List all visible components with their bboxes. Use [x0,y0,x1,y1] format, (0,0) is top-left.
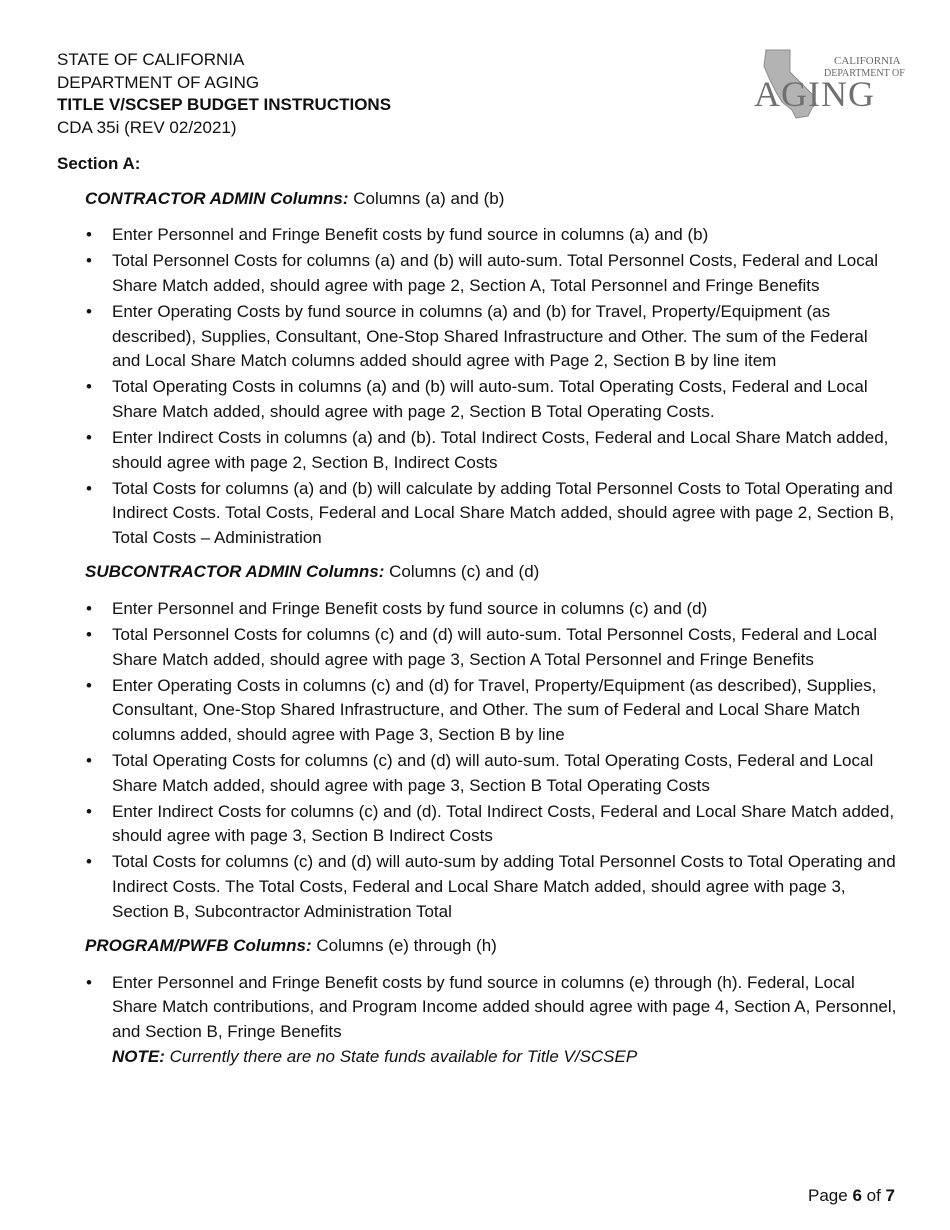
list-item: • Total Personnel Costs for columns (c) and (d) will auto-sum. Total Personnel Costs, Federal and Local Share Match added, should agree with page 3, Section A Total Personnel and Fringe Benefits [86,625,878,669]
list-item: • Enter Indirect Costs for columns (c) and (d). Total Indirect Costs, Federal and Local Share Match added, should agree with page 3, Section B Indirect Costs [86,801,895,846]
department-line: DEPARTMENT OF AGING [57,72,260,92]
list-item: • Total Operating Costs in columns (a) and (b) will auto-sum. Total Operating Costs, Federal and Local Share Match added, should agree with page 2, Section B Total Operating Costs. [86,377,868,421]
subcontractor-admin-heading: SUBCONTRACTOR ADMIN Columns: Columns (c) and (d) [85,562,540,582]
program-pwfb-heading: PROGRAM/PWFB Columns: Columns (e) through (h) [85,936,497,956]
logo-california-text: CALIFORNIA [834,55,901,67]
list-item: • Enter Personnel and Fringe Benefit costs by fund source in columns (c) and (d) [86,599,708,618]
cda-logo [752,44,905,120]
list-item: • Total Personnel Costs for columns (a) and (b) will auto-sum. Total Personnel Costs, Federal and Local Share Match added, should agree with page 2, Section A, Total Personnel and Fringe Benefits [86,251,878,295]
list-item: • Enter Indirect Costs in columns (a) and (b). Total Indirect Costs, Federal and Local Share Match added, should agree with page 2, Section B, Indirect Costs [86,427,889,472]
list-item: • Enter Operating Costs in columns (c) and (d) for Travel, Property/Equipment (as described), Supplies, Consultant, One-Stop Shared Infrastructure, and Other. The sum of Federal and Local Share Match columns added, should agree with Page 3, Section B by line [86,675,877,744]
main-content [57,152,897,1079]
contractor-admin-list [57,223,897,550]
section-title: Section A: [57,154,141,173]
list-item: • Enter Personnel and Fringe Benefit costs by fund source in columns (e) through (h). Federal, Local Share Match contributions, and Program Income added should agree with page 4, Section A, Personnel, and Section B, Fringe Benefits NOTE: Currently there are no State funds available for Title V/SCSEP [57,971,897,1069]
page-number: Page 6 of 7 [808,1186,895,1205]
subcontractor-admin-list [57,597,897,924]
list-item: • Enter Personnel and Fringe Benefit costs by fund source in columns (a) and (b) [86,225,709,245]
document-header [57,49,391,139]
list-item: • Total Costs for columns (a) and (b) will calculate by adding Total Personnel Costs to Total Operating and Indirect Costs. Total Costs, Federal and Local Share Match added, should agree with page 2, Section B, Total Costs – Administration [86,478,895,547]
list-item: • Enter Operating Costs by fund source in columns (a) and (b) for Travel, Property/Equipment (as described), Supplies, Consultant, One-Stop Shared Infrastructure and Other. The sum of the Federal and Local Share Match columns added should agree with Page 2, Section B by line item [86,301,868,371]
list-item: • Total Costs for columns (c) and (d) will auto-sum by adding Total Personnel Costs to Total Operating and Indirect Costs. The Total Costs, Federal and Local Share Match added, should agree with page 3, Section B, Subcontractor Administration Total [86,852,896,921]
note: NOTE: Currently there are no State funds available for Title V/SCSEP [112,1046,638,1066]
california-state-outline-icon [752,44,905,120]
contractor-admin-heading: CONTRACTOR ADMIN Columns: Columns (a) and (b) [85,188,505,208]
state-line: STATE OF CALIFORNIA [57,50,245,69]
logo-aging-text: AGING [754,74,875,114]
program-pwfb-list [57,971,897,1069]
logo-department-text: DEPARTMENT OF [824,68,905,79]
list-item: • Total Operating Costs for columns (c) and (d) will auto-sum. Total Operating Costs, Federal and Local Share Match added, should agree with page 3, Section B Total Operating Costs [86,751,874,795]
form-number: CDA 35i (REV 02/2021) [57,117,237,137]
document-title: TITLE V/SCSEP BUDGET INSTRUCTIONS [57,95,392,114]
